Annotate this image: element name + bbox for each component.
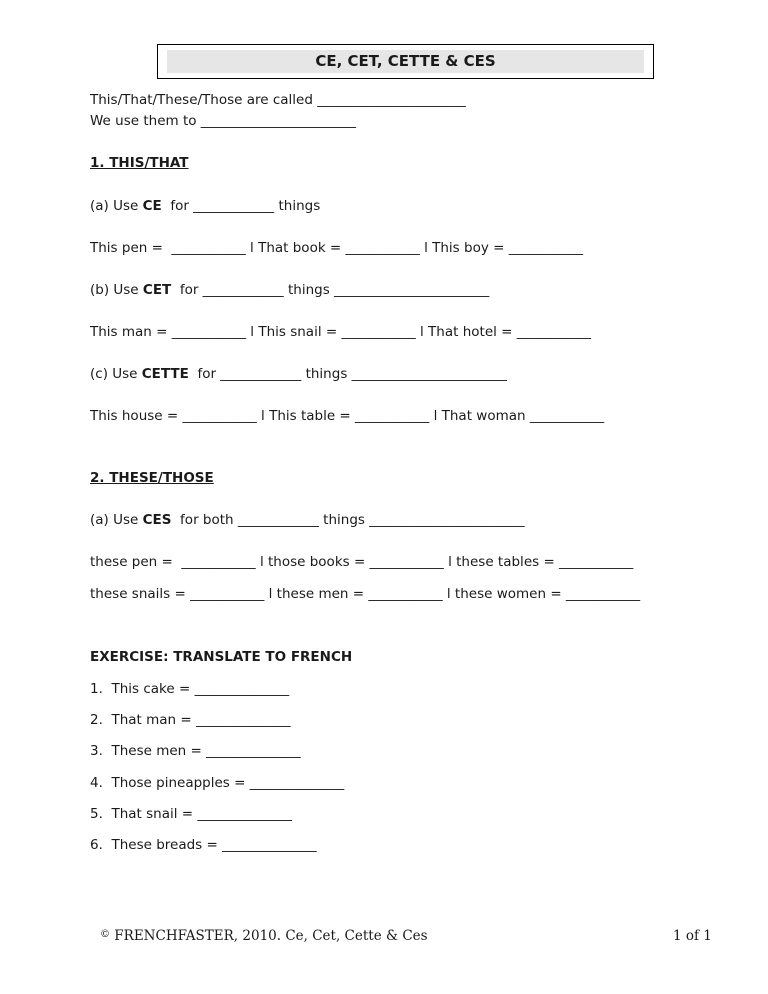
section-1-b-examples: This man = ___________ l This snail = ___________ l That hotel = ___________ <box>90 324 592 340</box>
exercise-item: 5. That snail = ______________ <box>90 806 292 822</box>
intro-line-2: We use them to _______________________ <box>90 113 357 129</box>
page-title: CE, CET, CETTE & CES <box>167 50 644 73</box>
section-2-a <box>90 512 524 528</box>
section-1-a-prefix: (a) Use <box>90 198 143 214</box>
intro-line-1: This/That/These/Those are called ______________________ <box>90 92 466 108</box>
section-1-b-prefix: (b) Use <box>90 282 143 298</box>
title-box <box>157 44 654 79</box>
section-2-a-suffix: for both ____________ things _______________________ <box>171 512 525 528</box>
exercise-item: 2. That man = ______________ <box>90 712 291 728</box>
section-1-c <box>90 366 507 382</box>
section-1-a-word: CE <box>142 198 162 214</box>
section-1-b-suffix: for ____________ things _______________________ <box>171 282 490 298</box>
section-1-a-examples: This pen = ___________ l That book = ___________ l This boy = ___________ <box>90 240 583 256</box>
section-2-heading: 2. THESE/THOSE <box>90 470 214 486</box>
section-1-b-word: CET <box>142 282 172 298</box>
section-1-a <box>90 198 320 214</box>
section-2-a-prefix: (a) Use <box>90 512 143 528</box>
section-1-a-suffix: for ____________ things <box>161 198 321 214</box>
section-1-c-prefix: (c) Use <box>90 366 142 382</box>
footer-page-number: 1 of 1 <box>673 928 712 944</box>
section-1-heading: 1. THIS/THAT <box>90 155 189 171</box>
section-2-examples-1: these pen = ___________ l those books = ___________ l these tables = ___________ <box>90 554 634 570</box>
section-1-c-examples: This house = ___________ l This table = ___________ l That woman ___________ <box>90 408 605 424</box>
exercise-item: 3. These men = ______________ <box>90 743 301 759</box>
copyright-icon: © <box>100 929 110 940</box>
exercise-item: 6. These breads = ______________ <box>90 837 317 853</box>
footer-copyright <box>100 928 428 944</box>
exercise-item: 4. Those pineapples = ______________ <box>90 775 345 791</box>
section-1-b <box>90 282 489 298</box>
exercise-item: 1. This cake = ______________ <box>90 681 290 697</box>
section-1-c-suffix: for ____________ things _______________________ <box>188 366 507 382</box>
section-1-c-word: CETTE <box>141 366 189 382</box>
section-2-a-word: CES <box>142 512 172 528</box>
section-2-examples-2: these snails = ___________ l these men = ___________ l these women = ___________ <box>90 586 641 602</box>
footer-text: FRENCHFASTER, 2010. Ce, Cet, Cette & Ces <box>110 928 428 944</box>
exercise-heading: EXERCISE: TRANSLATE TO FRENCH <box>90 649 353 665</box>
